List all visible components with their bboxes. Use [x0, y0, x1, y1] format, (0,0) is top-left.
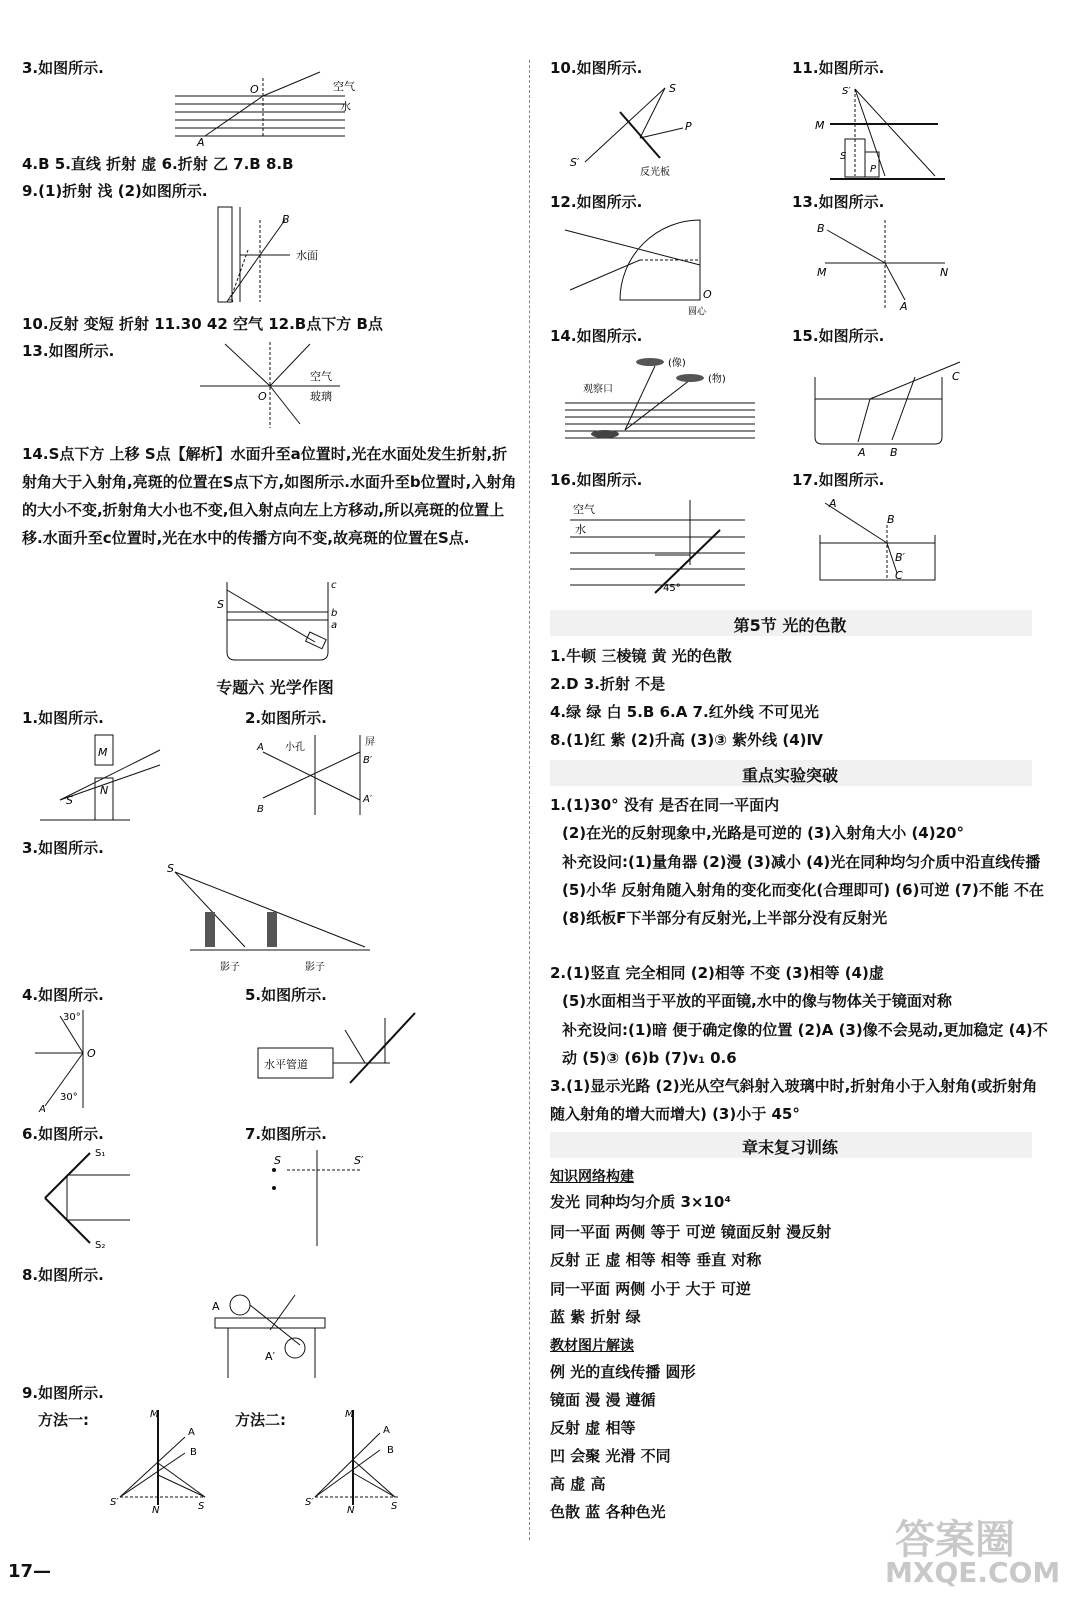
figure-9-method2	[305, 1405, 415, 1515]
figure-1-mirror	[40, 730, 190, 825]
exp-2: 2.(1)竖直 完全相同 (2)相等 不变 (3)相等 (4)虚	[550, 964, 884, 982]
figure-2-pinhole	[255, 730, 395, 820]
knowledge-1: 发光 同种均匀介质 3×10⁴	[550, 1193, 731, 1211]
textbook-2: 镜面 漫 漫 遵循	[550, 1391, 656, 1409]
section-title-experiment: 重点实验突破	[741, 766, 838, 785]
exp-1-supplement: 补充设问:(1)量角器 (2)漫 (3)减小 (4)光在同种均匀介质中沿直线传播 (5)小华 反射角随入射角的变化而变化(合理即可) (6)可逆 (7)不能 不在 (8)纸板F下半部分有反射光,上半部分没有反射光	[562, 853, 1045, 927]
svg-text:S₁: S₁	[95, 1148, 106, 1159]
svg-text:反光板: 反光板	[640, 167, 670, 178]
svg-text:圆心: 圆心	[688, 307, 707, 317]
svg-text:M: M	[817, 266, 827, 279]
textbook-1: 例 光的直线传播 圆形	[550, 1363, 696, 1381]
textbook-4: 凹 会聚 光滑 不同	[550, 1447, 671, 1465]
fig-item-1: 1.如图所示.	[22, 709, 104, 727]
svg-text:B: B	[190, 1447, 197, 1458]
svg-text:水: 水	[575, 523, 586, 536]
subheading-knowledge: 知识网络构建	[550, 1169, 634, 1185]
figure-water-levels	[215, 580, 345, 665]
svg-text:a: a	[331, 620, 338, 631]
figure-water-surface	[210, 205, 340, 305]
figure-r12-semicircle	[565, 210, 715, 315]
svg-text:A: A	[39, 1104, 46, 1115]
textbook-5: 高 虚 高	[550, 1475, 606, 1493]
knowledge-2: 同一平面 两侧 等于 可逆 镜面反射 漫反射	[550, 1223, 832, 1241]
svg-text:c: c	[331, 580, 337, 591]
fig-item-7: 7.如图所示.	[245, 1125, 327, 1143]
svg-text:O: O	[703, 288, 712, 301]
svg-text:B′: B′	[363, 755, 373, 766]
item-9: 9.(1)折射 浅 (2)如图所示.	[22, 182, 208, 200]
svg-text:45°: 45°	[663, 583, 681, 594]
svg-text:B: B	[887, 513, 895, 526]
exp-1-2: (2)在光的反射现象中,光路是可逆的 (3)入射角大小 (4)20°	[562, 824, 964, 842]
svg-text:A: A	[227, 294, 234, 305]
svg-text:C: C	[952, 370, 960, 383]
figure-3-shadow	[165, 862, 385, 977]
svg-text:A: A	[900, 300, 908, 313]
svg-text:A: A	[829, 497, 837, 510]
figure-4-angles	[35, 1008, 115, 1113]
r-item-13: 13.如图所示.	[792, 193, 885, 211]
svg-text:P: P	[685, 120, 692, 133]
items-10-12: 10.反射 变短 折射 11.30 42 空气 12.B点下方 B点	[22, 315, 383, 333]
figure-r10-reflector	[565, 80, 705, 180]
column-divider	[529, 60, 530, 1540]
svg-text:A: A	[858, 446, 866, 459]
svg-text:S′: S′	[305, 1497, 314, 1508]
svg-text:S: S	[840, 151, 847, 162]
svg-text:A′: A′	[363, 794, 373, 805]
textbook-6: 色散 蓝 各种色光	[550, 1503, 666, 1521]
svg-text:A: A	[383, 1425, 390, 1436]
r-item-11: 11.如图所示.	[792, 59, 885, 77]
figure-8-table	[210, 1290, 330, 1380]
svg-text:水: 水	[340, 100, 351, 113]
svg-text:观察口: 观察口	[583, 384, 613, 395]
svg-text:N: N	[940, 266, 949, 279]
figure-air-glass	[200, 340, 360, 430]
svg-text:O: O	[258, 390, 267, 403]
r-item-14: 14.如图所示.	[550, 327, 643, 345]
svg-text:空气: 空气	[333, 80, 355, 93]
svg-text:B: B	[282, 213, 290, 226]
figure-r11-mirror	[810, 84, 950, 184]
item-3: 3.如图所示.	[22, 59, 104, 77]
page-number: 17—	[8, 1561, 52, 1582]
figure-r14-submarine	[565, 348, 765, 448]
svg-text:S′: S′	[354, 1154, 364, 1167]
svg-text:小孔: 小孔	[285, 742, 305, 753]
svg-text:S: S	[167, 862, 174, 875]
knowledge-4: 同一平面 两侧 小于 大于 可逆	[550, 1280, 751, 1298]
knowledge-5: 蓝 紫 折射 绿	[550, 1308, 641, 1326]
figure-r17-tank	[815, 495, 945, 590]
svg-text:B′: B′	[895, 551, 906, 564]
svg-text:30°: 30°	[60, 1092, 78, 1103]
svg-text:S′: S′	[842, 86, 851, 97]
figure-r13-mn	[815, 218, 955, 313]
exp-3: 3.(1)显示光路 (2)光从空气斜射入玻璃中时,折射角小于入射角(或折射角随入射角的增大而增大) (3)小于 45°	[550, 1077, 1038, 1123]
svg-text:A: A	[257, 742, 264, 753]
svg-text:M: M	[815, 119, 825, 132]
section-title-review: 章末复习训练	[741, 1138, 838, 1157]
fig-item-6: 6.如图所示.	[22, 1125, 104, 1143]
r-item-12: 12.如图所示.	[550, 193, 643, 211]
fig-item-9: 9.如图所示.	[22, 1384, 104, 1402]
figure-7-mirror-image	[262, 1148, 382, 1248]
watermark-cn: 答案圈	[895, 1517, 1015, 1563]
dispersion-1: 1.牛顿 三棱镜 黄 光的色散	[550, 647, 732, 665]
subheading-textbook: 教材图片解读	[550, 1338, 634, 1354]
svg-text:水平管道: 水平管道	[264, 1058, 308, 1071]
svg-text:P: P	[870, 164, 877, 175]
figure-5-pipe	[250, 1008, 430, 1093]
svg-text:S: S	[198, 1501, 205, 1512]
svg-text:(像): (像)	[668, 358, 686, 369]
method-2-label: 方法二:	[235, 1411, 286, 1429]
fig-item-3: 3.如图所示.	[22, 839, 104, 857]
r-item-17: 17.如图所示.	[792, 471, 885, 489]
textbook-3: 反射 虚 相等	[550, 1419, 636, 1437]
svg-text:C: C	[895, 569, 903, 582]
svg-text:空气: 空气	[310, 370, 332, 383]
method-1-label: 方法一:	[38, 1411, 89, 1429]
svg-text:A′: A′	[265, 1350, 276, 1363]
knowledge-3: 反射 正 虚 相等 相等 垂直 对称	[550, 1251, 762, 1269]
svg-text:S: S	[391, 1501, 398, 1512]
svg-text:S: S	[274, 1154, 281, 1167]
items-4-8: 4.B 5.直线 折射 虚 6.折射 乙 7.B 8.B	[22, 155, 294, 173]
svg-text:N: N	[347, 1505, 355, 1516]
dispersion-4: 8.(1)红 紫 (2)升高 (3)③ 紫外线 (4)Ⅳ	[550, 731, 824, 749]
watermark-en: MXQE.COM	[885, 1556, 1061, 1589]
figure-r15-tank	[810, 352, 960, 459]
svg-text:b: b	[331, 608, 338, 619]
exp-1: 1.(1)30° 没有 是否在同一平面内	[550, 796, 780, 814]
svg-text:S: S	[669, 82, 676, 95]
svg-text:A: A	[212, 1300, 220, 1313]
fig-item-5: 5.如图所示.	[245, 986, 327, 1004]
fig-item-2: 2.如图所示.	[245, 709, 327, 727]
svg-text:S: S	[66, 794, 73, 807]
figure-6-periscope	[40, 1148, 150, 1253]
svg-text:B: B	[387, 1445, 394, 1456]
fig-item-8: 8.如图所示.	[22, 1266, 104, 1284]
figure-9-method1	[110, 1405, 220, 1515]
svg-text:屏: 屏	[365, 737, 375, 748]
svg-text:30°: 30°	[63, 1012, 81, 1023]
svg-text:S′: S′	[110, 1497, 119, 1508]
svg-text:B: B	[257, 804, 264, 815]
section-title-topic6: 专题六 光学作图	[216, 678, 334, 697]
fig-item-4: 4.如图所示.	[22, 986, 104, 1004]
svg-text:A: A	[197, 136, 205, 149]
svg-text:玻璃: 玻璃	[310, 390, 332, 403]
svg-text:M: M	[345, 1409, 354, 1420]
svg-text:S′: S′	[570, 156, 580, 169]
figure-refraction-air-water	[175, 68, 375, 150]
svg-text:M: M	[150, 1409, 159, 1420]
svg-text:影子: 影子	[305, 962, 325, 973]
figure-r16-prism	[565, 495, 755, 600]
svg-text:B: B	[817, 222, 825, 235]
svg-text:空气: 空气	[573, 503, 595, 516]
svg-text:S₂: S₂	[95, 1240, 106, 1251]
section-title-dispersion: 第5节 光的色散	[733, 616, 847, 635]
svg-text:O: O	[87, 1047, 96, 1060]
svg-text:M: M	[98, 746, 108, 759]
item-14: 14.S点下方 上移 S点【解析】水面升至a位置时,光在水面处发生折射,折射角大于入射角,亮斑的位置在S点下方,如图所示.水面升至b位置时,入射角的大小不变,折射角大小也不变,但入射点向左上方移动,所以亮斑的位置上移.水面升至c位置时,光在水中的传播方向不变,故亮斑的位置在S点.	[22, 445, 517, 547]
dispersion-3: 4.绿 绿 白 5.B 6.A 7.红外线 不可见光	[550, 703, 819, 721]
exp-2-supplement: 补充设问:(1)暗 便于确定像的位置 (2)A (3)像不会晃动,更加稳定 (4)不动 (5)③ (6)b (7)v₁ 0.6	[562, 1021, 1048, 1067]
exp-2-5: (5)水面相当于平放的平面镜,水中的像与物体关于镜面对称	[562, 992, 952, 1010]
svg-text:影子: 影子	[220, 962, 240, 973]
svg-text:(物): (物)	[708, 374, 726, 385]
r-item-15: 15.如图所示.	[792, 327, 885, 345]
dispersion-2: 2.D 3.折射 不是	[550, 675, 666, 693]
svg-text:N: N	[100, 784, 109, 797]
r-item-10: 10.如图所示.	[550, 59, 643, 77]
item-13: 13.如图所示.	[22, 342, 115, 360]
svg-text:水面: 水面	[296, 249, 318, 262]
svg-text:A: A	[188, 1427, 195, 1438]
r-item-16: 16.如图所示.	[550, 471, 643, 489]
svg-text:O: O	[250, 83, 259, 96]
svg-text:S: S	[217, 598, 224, 611]
svg-text:N: N	[152, 1505, 160, 1516]
svg-text:B: B	[890, 446, 898, 459]
